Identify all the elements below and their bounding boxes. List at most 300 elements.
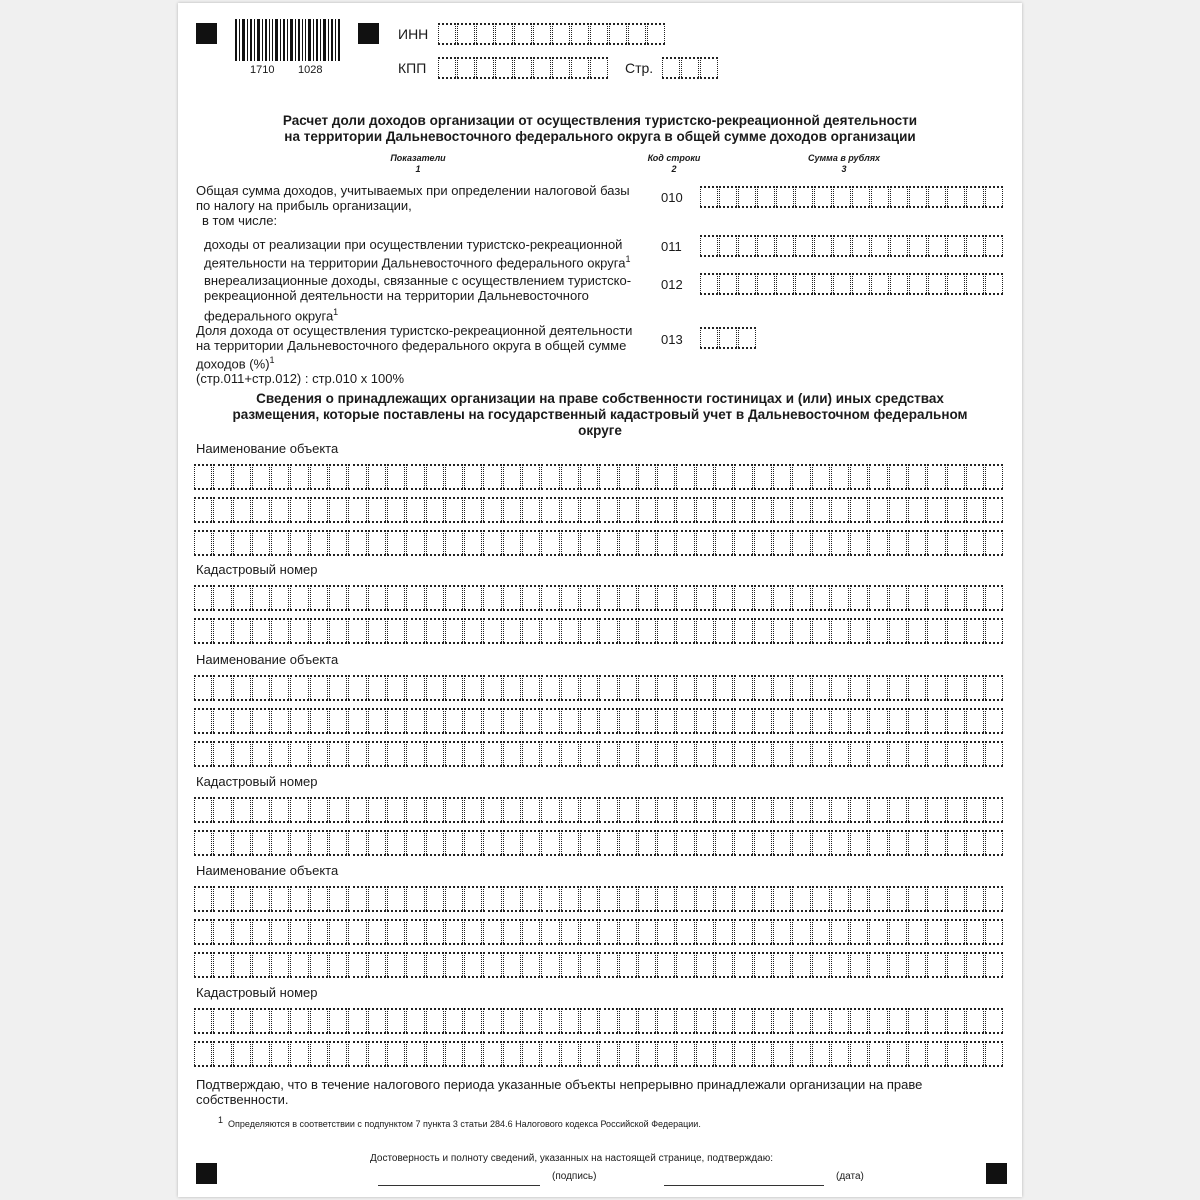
- input-cell[interactable]: [657, 585, 675, 611]
- input-cell[interactable]: [426, 830, 444, 856]
- input-cell[interactable]: [869, 618, 887, 644]
- input-cell[interactable]: [908, 708, 926, 734]
- input-cell[interactable]: [599, 741, 617, 767]
- input-cell[interactable]: [795, 235, 813, 257]
- input-cell[interactable]: [985, 797, 1003, 823]
- input-cell[interactable]: [213, 585, 231, 611]
- input-cell[interactable]: [792, 675, 810, 701]
- input-cell[interactable]: [619, 585, 637, 611]
- input-cell[interactable]: [638, 618, 656, 644]
- input-cell[interactable]: [619, 741, 637, 767]
- input-cell[interactable]: [795, 186, 813, 208]
- input-cell[interactable]: [348, 708, 366, 734]
- input-cell[interactable]: [676, 464, 694, 490]
- input-cell[interactable]: [426, 464, 444, 490]
- input-cell[interactable]: [619, 497, 637, 523]
- input-cell[interactable]: [889, 919, 907, 945]
- input-cell[interactable]: [773, 585, 791, 611]
- input-cell[interactable]: [928, 273, 946, 295]
- input-cell[interactable]: [638, 497, 656, 523]
- input-cell[interactable]: [194, 585, 212, 611]
- input-cell[interactable]: [252, 708, 270, 734]
- input-cell[interactable]: [889, 1041, 907, 1067]
- input-cell[interactable]: [271, 497, 289, 523]
- input-cell[interactable]: [754, 464, 772, 490]
- input-cell[interactable]: [522, 1041, 540, 1067]
- input-cell[interactable]: [271, 464, 289, 490]
- input-cell[interactable]: [734, 708, 752, 734]
- input-cell[interactable]: [869, 919, 887, 945]
- input-cell[interactable]: [522, 797, 540, 823]
- input-cell[interactable]: [194, 919, 212, 945]
- input-cell[interactable]: [773, 797, 791, 823]
- input-cell[interactable]: [908, 618, 926, 644]
- input-cell[interactable]: [194, 1008, 212, 1034]
- inn-field[interactable]: [438, 23, 666, 45]
- input-cell[interactable]: [985, 708, 1003, 734]
- input-cell[interactable]: [850, 675, 868, 701]
- input-cell[interactable]: [599, 919, 617, 945]
- input-cell[interactable]: [850, 886, 868, 912]
- input-cell[interactable]: [290, 952, 308, 978]
- input-cell[interactable]: [426, 952, 444, 978]
- input-cell[interactable]: [985, 497, 1003, 523]
- input-cell[interactable]: [580, 741, 598, 767]
- input-cell[interactable]: [927, 618, 945, 644]
- input-cell[interactable]: [812, 708, 830, 734]
- input-cell[interactable]: [457, 23, 475, 45]
- input-cell[interactable]: [850, 585, 868, 611]
- input-cell[interactable]: [889, 741, 907, 767]
- input-cell[interactable]: [406, 952, 424, 978]
- input-cell[interactable]: [464, 585, 482, 611]
- input-cell[interactable]: [908, 530, 926, 556]
- input-cell[interactable]: [985, 530, 1003, 556]
- input-cell[interactable]: [329, 585, 347, 611]
- input-cell[interactable]: [966, 741, 984, 767]
- input-cell[interactable]: [696, 797, 714, 823]
- input-cell[interactable]: [985, 618, 1003, 644]
- input-cell[interactable]: [426, 585, 444, 611]
- input-cell[interactable]: [541, 830, 559, 856]
- input-cell[interactable]: [812, 585, 830, 611]
- input-cell[interactable]: [445, 1008, 463, 1034]
- input-cell[interactable]: [426, 886, 444, 912]
- input-cell[interactable]: [831, 675, 849, 701]
- input-cell[interactable]: [947, 618, 965, 644]
- input-cell[interactable]: [738, 235, 756, 257]
- input-cell[interactable]: [889, 464, 907, 490]
- input-cell[interactable]: [406, 741, 424, 767]
- input-cell[interactable]: [850, 464, 868, 490]
- input-cell[interactable]: [252, 741, 270, 767]
- input-cell[interactable]: [908, 1008, 926, 1034]
- input-cell[interactable]: [271, 530, 289, 556]
- input-cell[interactable]: [792, 1041, 810, 1067]
- input-cell[interactable]: [387, 497, 405, 523]
- input-cell[interactable]: [754, 1041, 772, 1067]
- input-cell[interactable]: [438, 57, 456, 79]
- input-cell[interactable]: [889, 797, 907, 823]
- input-cell[interactable]: [445, 618, 463, 644]
- input-cell[interactable]: [271, 585, 289, 611]
- input-cell[interactable]: [252, 797, 270, 823]
- input-cell[interactable]: [194, 708, 212, 734]
- input-cell[interactable]: [619, 1008, 637, 1034]
- input-cell[interactable]: [696, 919, 714, 945]
- input-cell[interactable]: [812, 497, 830, 523]
- input-cell[interactable]: [831, 530, 849, 556]
- input-cell[interactable]: [812, 1008, 830, 1034]
- input-cell[interactable]: [638, 530, 656, 556]
- input-cell[interactable]: [368, 797, 386, 823]
- input-cell[interactable]: [445, 952, 463, 978]
- input-cell[interactable]: [571, 23, 589, 45]
- input-cell[interactable]: [213, 708, 231, 734]
- input-cell[interactable]: [754, 1008, 772, 1034]
- input-cell[interactable]: [889, 1008, 907, 1034]
- input-cell[interactable]: [927, 1008, 945, 1034]
- input-cell[interactable]: [194, 618, 212, 644]
- input-cell[interactable]: [368, 530, 386, 556]
- input-cell[interactable]: [368, 675, 386, 701]
- input-cell[interactable]: [850, 1008, 868, 1034]
- input-cell[interactable]: [715, 497, 733, 523]
- input-cell[interactable]: [213, 830, 231, 856]
- input-cell[interactable]: [522, 886, 540, 912]
- input-cell[interactable]: [700, 57, 718, 79]
- input-cell[interactable]: [310, 797, 328, 823]
- input-cell[interactable]: [290, 618, 308, 644]
- input-cell[interactable]: [599, 530, 617, 556]
- input-cell[interactable]: [831, 1008, 849, 1034]
- input-cell[interactable]: [368, 919, 386, 945]
- input-cell[interactable]: [871, 186, 889, 208]
- input-cell[interactable]: [233, 585, 251, 611]
- input-cell[interactable]: [676, 952, 694, 978]
- input-cell[interactable]: [387, 919, 405, 945]
- input-cell[interactable]: [426, 741, 444, 767]
- input-cell[interactable]: [734, 919, 752, 945]
- input-cell[interactable]: [213, 919, 231, 945]
- input-cell[interactable]: [927, 1041, 945, 1067]
- input-cell[interactable]: [719, 186, 737, 208]
- signature-line[interactable]: [378, 1185, 540, 1186]
- input-cell[interactable]: [657, 1041, 675, 1067]
- input-cell[interactable]: [252, 618, 270, 644]
- kpp-field[interactable]: [438, 57, 609, 79]
- input-cell[interactable]: [734, 497, 752, 523]
- cadastral-number-field-2-line-1[interactable]: [194, 797, 1004, 823]
- input-cell[interactable]: [271, 741, 289, 767]
- input-cell[interactable]: [252, 1008, 270, 1034]
- input-cell[interactable]: [719, 327, 737, 349]
- input-cell[interactable]: [561, 675, 579, 701]
- input-cell[interactable]: [252, 1041, 270, 1067]
- input-cell[interactable]: [503, 585, 521, 611]
- input-cell[interactable]: [406, 1041, 424, 1067]
- input-cell[interactable]: [754, 952, 772, 978]
- input-cell[interactable]: [580, 797, 598, 823]
- input-cell[interactable]: [792, 618, 810, 644]
- input-cell[interactable]: [310, 830, 328, 856]
- input-cell[interactable]: [927, 797, 945, 823]
- input-cell[interactable]: [445, 497, 463, 523]
- input-cell[interactable]: [561, 797, 579, 823]
- input-cell[interactable]: [406, 919, 424, 945]
- input-cell[interactable]: [541, 1041, 559, 1067]
- input-cell[interactable]: [522, 1008, 540, 1034]
- input-cell[interactable]: [696, 618, 714, 644]
- input-cell[interactable]: [792, 741, 810, 767]
- input-cell[interactable]: [464, 675, 482, 701]
- input-cell[interactable]: [908, 919, 926, 945]
- input-cell[interactable]: [503, 464, 521, 490]
- input-cell[interactable]: [966, 235, 984, 257]
- input-cell[interactable]: [522, 530, 540, 556]
- input-cell[interactable]: [792, 1008, 810, 1034]
- input-cell[interactable]: [638, 464, 656, 490]
- input-cell[interactable]: [985, 952, 1003, 978]
- input-cell[interactable]: [927, 830, 945, 856]
- input-cell[interactable]: [194, 530, 212, 556]
- input-cell[interactable]: [947, 741, 965, 767]
- input-cell[interactable]: [290, 708, 308, 734]
- input-cell[interactable]: [947, 186, 965, 208]
- input-cell[interactable]: [483, 1008, 501, 1034]
- input-cell[interactable]: [966, 464, 984, 490]
- input-cell[interactable]: [696, 530, 714, 556]
- input-cell[interactable]: [715, 618, 733, 644]
- input-cell[interactable]: [348, 464, 366, 490]
- input-cell[interactable]: [681, 57, 699, 79]
- input-cell[interactable]: [599, 1041, 617, 1067]
- input-cell[interactable]: [483, 952, 501, 978]
- input-cell[interactable]: [676, 675, 694, 701]
- input-cell[interactable]: [590, 23, 608, 45]
- input-cell[interactable]: [792, 708, 810, 734]
- input-cell[interactable]: [908, 585, 926, 611]
- row-012-amount-field[interactable]: [700, 273, 1004, 295]
- input-cell[interactable]: [676, 708, 694, 734]
- input-cell[interactable]: [792, 886, 810, 912]
- input-cell[interactable]: [676, 830, 694, 856]
- input-cell[interactable]: [580, 530, 598, 556]
- input-cell[interactable]: [571, 57, 589, 79]
- input-cell[interactable]: [329, 464, 347, 490]
- input-cell[interactable]: [831, 830, 849, 856]
- input-cell[interactable]: [213, 952, 231, 978]
- input-cell[interactable]: [909, 235, 927, 257]
- input-cell[interactable]: [252, 464, 270, 490]
- input-cell[interactable]: [290, 675, 308, 701]
- input-cell[interactable]: [194, 464, 212, 490]
- input-cell[interactable]: [541, 464, 559, 490]
- input-cell[interactable]: [233, 886, 251, 912]
- input-cell[interactable]: [457, 57, 475, 79]
- input-cell[interactable]: [812, 464, 830, 490]
- input-cell[interactable]: [464, 1008, 482, 1034]
- input-cell[interactable]: [619, 618, 637, 644]
- input-cell[interactable]: [647, 23, 665, 45]
- input-cell[interactable]: [890, 273, 908, 295]
- input-cell[interactable]: [290, 1008, 308, 1034]
- input-cell[interactable]: [638, 585, 656, 611]
- input-cell[interactable]: [561, 585, 579, 611]
- input-cell[interactable]: [252, 830, 270, 856]
- object-name-field-3-line-2[interactable]: [194, 919, 1004, 945]
- input-cell[interactable]: [438, 23, 456, 45]
- input-cell[interactable]: [966, 186, 984, 208]
- input-cell[interactable]: [657, 952, 675, 978]
- input-cell[interactable]: [889, 618, 907, 644]
- input-cell[interactable]: [213, 886, 231, 912]
- object-name-field-1-line-1[interactable]: [194, 464, 1004, 490]
- input-cell[interactable]: [927, 708, 945, 734]
- input-cell[interactable]: [290, 585, 308, 611]
- input-cell[interactable]: [638, 830, 656, 856]
- input-cell[interactable]: [792, 530, 810, 556]
- input-cell[interactable]: [476, 23, 494, 45]
- input-cell[interactable]: [387, 952, 405, 978]
- input-cell[interactable]: [715, 1008, 733, 1034]
- input-cell[interactable]: [696, 1008, 714, 1034]
- input-cell[interactable]: [290, 830, 308, 856]
- input-cell[interactable]: [483, 585, 501, 611]
- input-cell[interactable]: [852, 273, 870, 295]
- input-cell[interactable]: [985, 886, 1003, 912]
- input-cell[interactable]: [580, 830, 598, 856]
- input-cell[interactable]: [889, 708, 907, 734]
- input-cell[interactable]: [310, 585, 328, 611]
- input-cell[interactable]: [966, 919, 984, 945]
- input-cell[interactable]: [348, 919, 366, 945]
- input-cell[interactable]: [812, 741, 830, 767]
- input-cell[interactable]: [233, 919, 251, 945]
- input-cell[interactable]: [628, 23, 646, 45]
- input-cell[interactable]: [252, 585, 270, 611]
- input-cell[interactable]: [657, 741, 675, 767]
- input-cell[interactable]: [271, 675, 289, 701]
- input-cell[interactable]: [252, 952, 270, 978]
- input-cell[interactable]: [552, 57, 570, 79]
- input-cell[interactable]: [831, 585, 849, 611]
- input-cell[interactable]: [194, 952, 212, 978]
- input-cell[interactable]: [541, 708, 559, 734]
- input-cell[interactable]: [310, 1008, 328, 1034]
- input-cell[interactable]: [290, 530, 308, 556]
- input-cell[interactable]: [310, 464, 328, 490]
- input-cell[interactable]: [889, 886, 907, 912]
- input-cell[interactable]: [927, 886, 945, 912]
- input-cell[interactable]: [833, 235, 851, 257]
- input-cell[interactable]: [696, 585, 714, 611]
- input-cell[interactable]: [580, 886, 598, 912]
- input-cell[interactable]: [329, 530, 347, 556]
- input-cell[interactable]: [908, 675, 926, 701]
- input-cell[interactable]: [541, 530, 559, 556]
- input-cell[interactable]: [928, 186, 946, 208]
- input-cell[interactable]: [619, 952, 637, 978]
- input-cell[interactable]: [619, 464, 637, 490]
- input-cell[interactable]: [773, 830, 791, 856]
- input-cell[interactable]: [909, 186, 927, 208]
- input-cell[interactable]: [368, 497, 386, 523]
- input-cell[interactable]: [966, 1041, 984, 1067]
- input-cell[interactable]: [812, 919, 830, 945]
- input-cell[interactable]: [368, 1008, 386, 1034]
- input-cell[interactable]: [503, 919, 521, 945]
- input-cell[interactable]: [676, 618, 694, 644]
- input-cell[interactable]: [426, 497, 444, 523]
- input-cell[interactable]: [503, 886, 521, 912]
- input-cell[interactable]: [445, 919, 463, 945]
- input-cell[interactable]: [814, 235, 832, 257]
- input-cell[interactable]: [522, 585, 540, 611]
- input-cell[interactable]: [676, 1041, 694, 1067]
- input-cell[interactable]: [947, 675, 965, 701]
- input-cell[interactable]: [599, 952, 617, 978]
- input-cell[interactable]: [638, 952, 656, 978]
- input-cell[interactable]: [541, 886, 559, 912]
- input-cell[interactable]: [406, 830, 424, 856]
- input-cell[interactable]: [734, 830, 752, 856]
- input-cell[interactable]: [696, 464, 714, 490]
- input-cell[interactable]: [754, 708, 772, 734]
- input-cell[interactable]: [757, 273, 775, 295]
- input-cell[interactable]: [908, 1041, 926, 1067]
- input-cell[interactable]: [464, 741, 482, 767]
- input-cell[interactable]: [329, 675, 347, 701]
- input-cell[interactable]: [194, 741, 212, 767]
- input-cell[interactable]: [368, 708, 386, 734]
- input-cell[interactable]: [426, 919, 444, 945]
- page-number-field[interactable]: [662, 57, 719, 79]
- input-cell[interactable]: [522, 675, 540, 701]
- input-cell[interactable]: [387, 585, 405, 611]
- input-cell[interactable]: [483, 675, 501, 701]
- input-cell[interactable]: [909, 273, 927, 295]
- input-cell[interactable]: [599, 464, 617, 490]
- input-cell[interactable]: [850, 530, 868, 556]
- input-cell[interactable]: [908, 464, 926, 490]
- input-cell[interactable]: [445, 530, 463, 556]
- cadastral-number-field-1-line-1[interactable]: [194, 585, 1004, 611]
- input-cell[interactable]: [619, 530, 637, 556]
- input-cell[interactable]: [657, 708, 675, 734]
- input-cell[interactable]: [676, 886, 694, 912]
- input-cell[interactable]: [599, 708, 617, 734]
- input-cell[interactable]: [676, 741, 694, 767]
- input-cell[interactable]: [966, 530, 984, 556]
- input-cell[interactable]: [947, 273, 965, 295]
- input-cell[interactable]: [966, 952, 984, 978]
- input-cell[interactable]: [831, 797, 849, 823]
- input-cell[interactable]: [271, 1008, 289, 1034]
- row-013-share-field[interactable]: [700, 327, 757, 349]
- row-011-amount-field[interactable]: [700, 235, 1004, 257]
- input-cell[interactable]: [580, 708, 598, 734]
- input-cell[interactable]: [908, 797, 926, 823]
- input-cell[interactable]: [889, 830, 907, 856]
- input-cell[interactable]: [757, 235, 775, 257]
- input-cell[interactable]: [522, 741, 540, 767]
- input-cell[interactable]: [406, 530, 424, 556]
- input-cell[interactable]: [966, 1008, 984, 1034]
- input-cell[interactable]: [464, 464, 482, 490]
- input-cell[interactable]: [638, 708, 656, 734]
- input-cell[interactable]: [889, 675, 907, 701]
